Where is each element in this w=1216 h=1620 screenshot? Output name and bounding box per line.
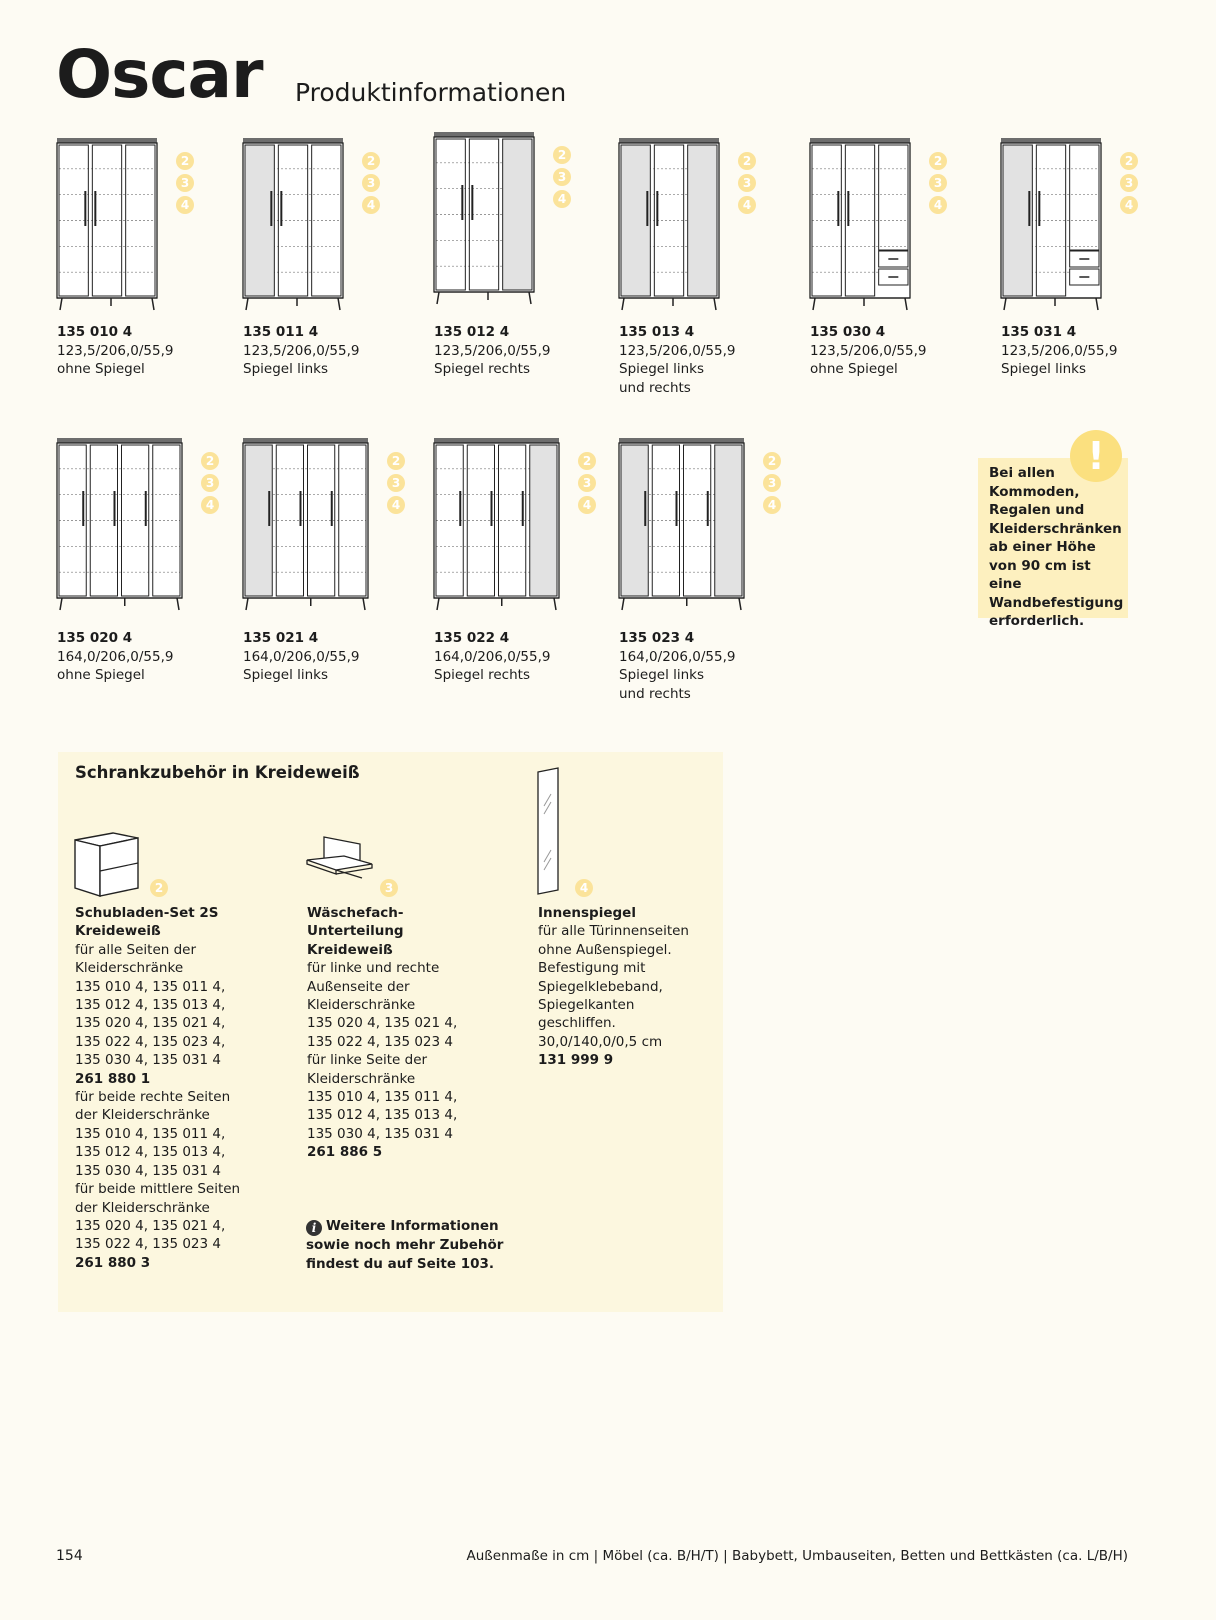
product-dimensions: 164,0/206,0/55,9 (434, 648, 551, 665)
accessory-badge-2: 2 (738, 152, 756, 170)
accessory-badge-2: 2 (578, 452, 596, 470)
product-card (242, 136, 432, 377)
article-number: 135 011 4 (243, 324, 319, 340)
mirror-option: Spiegel links (243, 361, 329, 377)
article-number: 135 021 4 (243, 630, 319, 646)
accessory-desc: für beide rechte Seiten der Kleiderschränke 135 010 4, 135 011 4, 135 012 4, 135 013 4, 135 030 4, 135 031 4 für beide mittlere Seiten der Kleiderschränke 135 020 4, 135 021 4, 135 022 4, 135 023 4 (75, 1089, 241, 1253)
accessory-badge-3: 3 (929, 174, 947, 192)
mirror-illustration (535, 766, 565, 898)
wardrobe-illustration (242, 136, 352, 323)
product-dimensions: 123,5/206,0/55,9 (619, 342, 736, 359)
accessory-badge-4: 4 (575, 879, 593, 897)
accessory-badges (387, 452, 405, 518)
accessory-badges (553, 146, 571, 212)
product-info (619, 629, 735, 703)
wardrobe-illustration (433, 436, 568, 623)
wardrobe-illustration (56, 436, 191, 623)
mirror-option: Spiegel links und rechts (619, 667, 705, 702)
accessory-badge-3: 3 (380, 879, 398, 897)
product-info (434, 629, 550, 685)
accessory-badge-3: 3 (553, 168, 571, 186)
more-info-text: Weitere Informationen sowie noch mehr Zubehör findest du auf Seite 103. (306, 1218, 504, 1272)
article-number: 135 013 4 (619, 324, 695, 340)
accessory-badge-3: 3 (738, 174, 756, 192)
product-card (433, 436, 623, 683)
page-number: 154 (56, 1548, 83, 1564)
accessory-badge-2: 2 (201, 452, 219, 470)
accessory-desc: für linke und rechte Außenseite der Kleiderschränke 135 020 4, 135 021 4, 135 022 4, 135 023 4 für linke Seite der Kleiderschränke 135 010 4, 135 011 4, 135 012 4, 135 013 4, 135 030 4, 135 031 4 (307, 960, 458, 1142)
accessory-badge-4: 4 (763, 496, 781, 514)
mirror-option: Spiegel rechts (434, 361, 530, 377)
accessory-badges (176, 152, 194, 218)
wardrobe-illustration (433, 130, 543, 317)
wardrobe-illustration (618, 136, 728, 323)
product-info (434, 323, 550, 379)
page-title: Oscar (56, 36, 263, 113)
product-card (809, 136, 999, 377)
mirror-option: ohne Spiegel (57, 361, 145, 377)
article-number: 135 012 4 (434, 324, 510, 340)
laundry-divider-illustration (304, 834, 376, 888)
accessory-badge-4: 4 (387, 496, 405, 514)
accessory-badge-2: 2 (929, 152, 947, 170)
accessory-badge-3: 3 (362, 174, 380, 192)
accessory-desc: für alle Seiten der Kleiderschränke 135 010 4, 135 011 4, 135 012 4, 135 013 4, 135 020 4, 135 021 4, 135 022 4, 135 023 4, 135 030 4, 135 031 4 (75, 941, 226, 1069)
product-dimensions: 123,5/206,0/55,9 (1001, 342, 1118, 359)
accessory-badges (578, 452, 596, 518)
product-card (56, 136, 246, 377)
accessory-badges (1120, 152, 1138, 218)
article-number: 135 020 4 (57, 630, 133, 646)
product-dimensions: 123,5/206,0/55,9 (243, 342, 360, 359)
wardrobe-illustration (618, 436, 753, 623)
article-number: 131 999 9 (538, 1052, 614, 1069)
drawer-set-illustration (72, 830, 142, 898)
article-number: 135 030 4 (810, 324, 886, 340)
accessory-badge-2: 2 (763, 452, 781, 470)
wardrobe-illustration (56, 136, 166, 323)
wall-mount-note (978, 458, 1128, 629)
product-dimensions: 123,5/206,0/55,9 (434, 342, 551, 359)
info-icon: i (306, 1220, 322, 1236)
product-dimensions: 164,0/206,0/55,9 (57, 648, 174, 665)
dimension-legend: Außenmaße in cm | Möbel (ca. B/H/T) | Babybett, Umbauseiten, Betten und Bettkästen (ca. L/B/H) (466, 1548, 1128, 1564)
mirror-option: ohne Spiegel (57, 667, 145, 683)
accessory-badge-4: 4 (176, 196, 194, 214)
article-number: 261 880 1 (75, 1070, 151, 1087)
accessory-badge-2: 2 (362, 152, 380, 170)
mirror-option: Spiegel links und rechts (619, 361, 705, 396)
note-text: Bei allen Kommoden, Regalen und Kleiderschränken ab einer Höhe von 90 cm ist eine Wandbefestigung erforderlich. (989, 465, 1124, 629)
more-info-note (306, 1217, 506, 1273)
product-info (1001, 323, 1117, 379)
mirror-option: Spiegel links (243, 667, 329, 683)
product-info (57, 323, 173, 379)
accessory-badge-3: 3 (201, 474, 219, 492)
accessory-drawer-set (75, 904, 295, 1272)
accessory-badge-3: 3 (763, 474, 781, 492)
accessory-badge-2: 2 (150, 879, 168, 897)
accessory-badge-4: 4 (201, 496, 219, 514)
article-number: 135 031 4 (1001, 324, 1077, 340)
accessory-name: Innenspiegel (538, 905, 636, 921)
accessory-desc: für alle Türinnenseiten ohne Außenspiegel. Befestigung mit Spiegelklebeband, Spiegelkanten geschliffen. 30,0/140,0/0,5 cm (538, 923, 689, 1050)
accessory-badge-4: 4 (578, 496, 596, 514)
accessory-badge-2: 2 (387, 452, 405, 470)
wardrobe-illustration (1000, 136, 1110, 323)
accessory-badges (929, 152, 947, 218)
product-card (433, 130, 623, 377)
accessory-badge-3: 3 (578, 474, 596, 492)
product-info (243, 629, 359, 685)
article-number: 135 023 4 (619, 630, 695, 646)
accessory-badge-2: 2 (553, 146, 571, 164)
product-dimensions: 164,0/206,0/55,9 (243, 648, 360, 665)
accessory-badge-3: 3 (176, 174, 194, 192)
accessory-badge-3: 3 (1120, 174, 1138, 192)
accessory-laundry-divider (307, 904, 507, 1162)
article-number: 135 010 4 (57, 324, 133, 340)
exclamation-icon: ! (1070, 430, 1122, 482)
accessory-inner-mirror (538, 904, 738, 1070)
product-dimensions: 123,5/206,0/55,9 (57, 342, 174, 359)
article-number: 135 022 4 (434, 630, 510, 646)
accessory-name: Wäschefach- Unterteilung Kreideweiß (307, 905, 404, 958)
product-info (57, 629, 173, 685)
wardrobe-illustration (809, 136, 919, 323)
product-card (56, 436, 246, 683)
article-number: 261 886 5 (307, 1144, 383, 1161)
accessory-badges (362, 152, 380, 218)
accessory-badge-3: 3 (387, 474, 405, 492)
wardrobe-illustration (242, 436, 377, 623)
mirror-option: ohne Spiegel (810, 361, 898, 377)
accessory-badge-2: 2 (1120, 152, 1138, 170)
product-dimensions: 164,0/206,0/55,9 (619, 648, 736, 665)
product-card (618, 436, 808, 702)
product-card (1000, 136, 1190, 377)
accessories-title: Schrankzubehör in Kreideweiß (75, 763, 360, 782)
accessory-badges (201, 452, 219, 518)
product-info (619, 323, 735, 397)
accessory-name: Schubladen-Set 2S Kreideweiß (75, 905, 219, 940)
accessory-badge-4: 4 (553, 190, 571, 208)
accessory-badge-2: 2 (176, 152, 194, 170)
accessory-badges (763, 452, 781, 518)
product-card (618, 136, 808, 396)
product-info (810, 323, 926, 379)
product-info (243, 323, 359, 379)
article-number: 261 880 3 (75, 1254, 151, 1271)
page-subtitle: Produktinformationen (295, 78, 567, 107)
accessory-badge-4: 4 (738, 196, 756, 214)
accessory-badge-4: 4 (929, 196, 947, 214)
mirror-option: Spiegel rechts (434, 667, 530, 683)
product-dimensions: 123,5/206,0/55,9 (810, 342, 927, 359)
accessory-badge-4: 4 (1120, 196, 1138, 214)
mirror-option: Spiegel links (1001, 361, 1087, 377)
accessory-badge-4: 4 (362, 196, 380, 214)
accessory-badges (738, 152, 756, 218)
product-card (242, 436, 432, 683)
